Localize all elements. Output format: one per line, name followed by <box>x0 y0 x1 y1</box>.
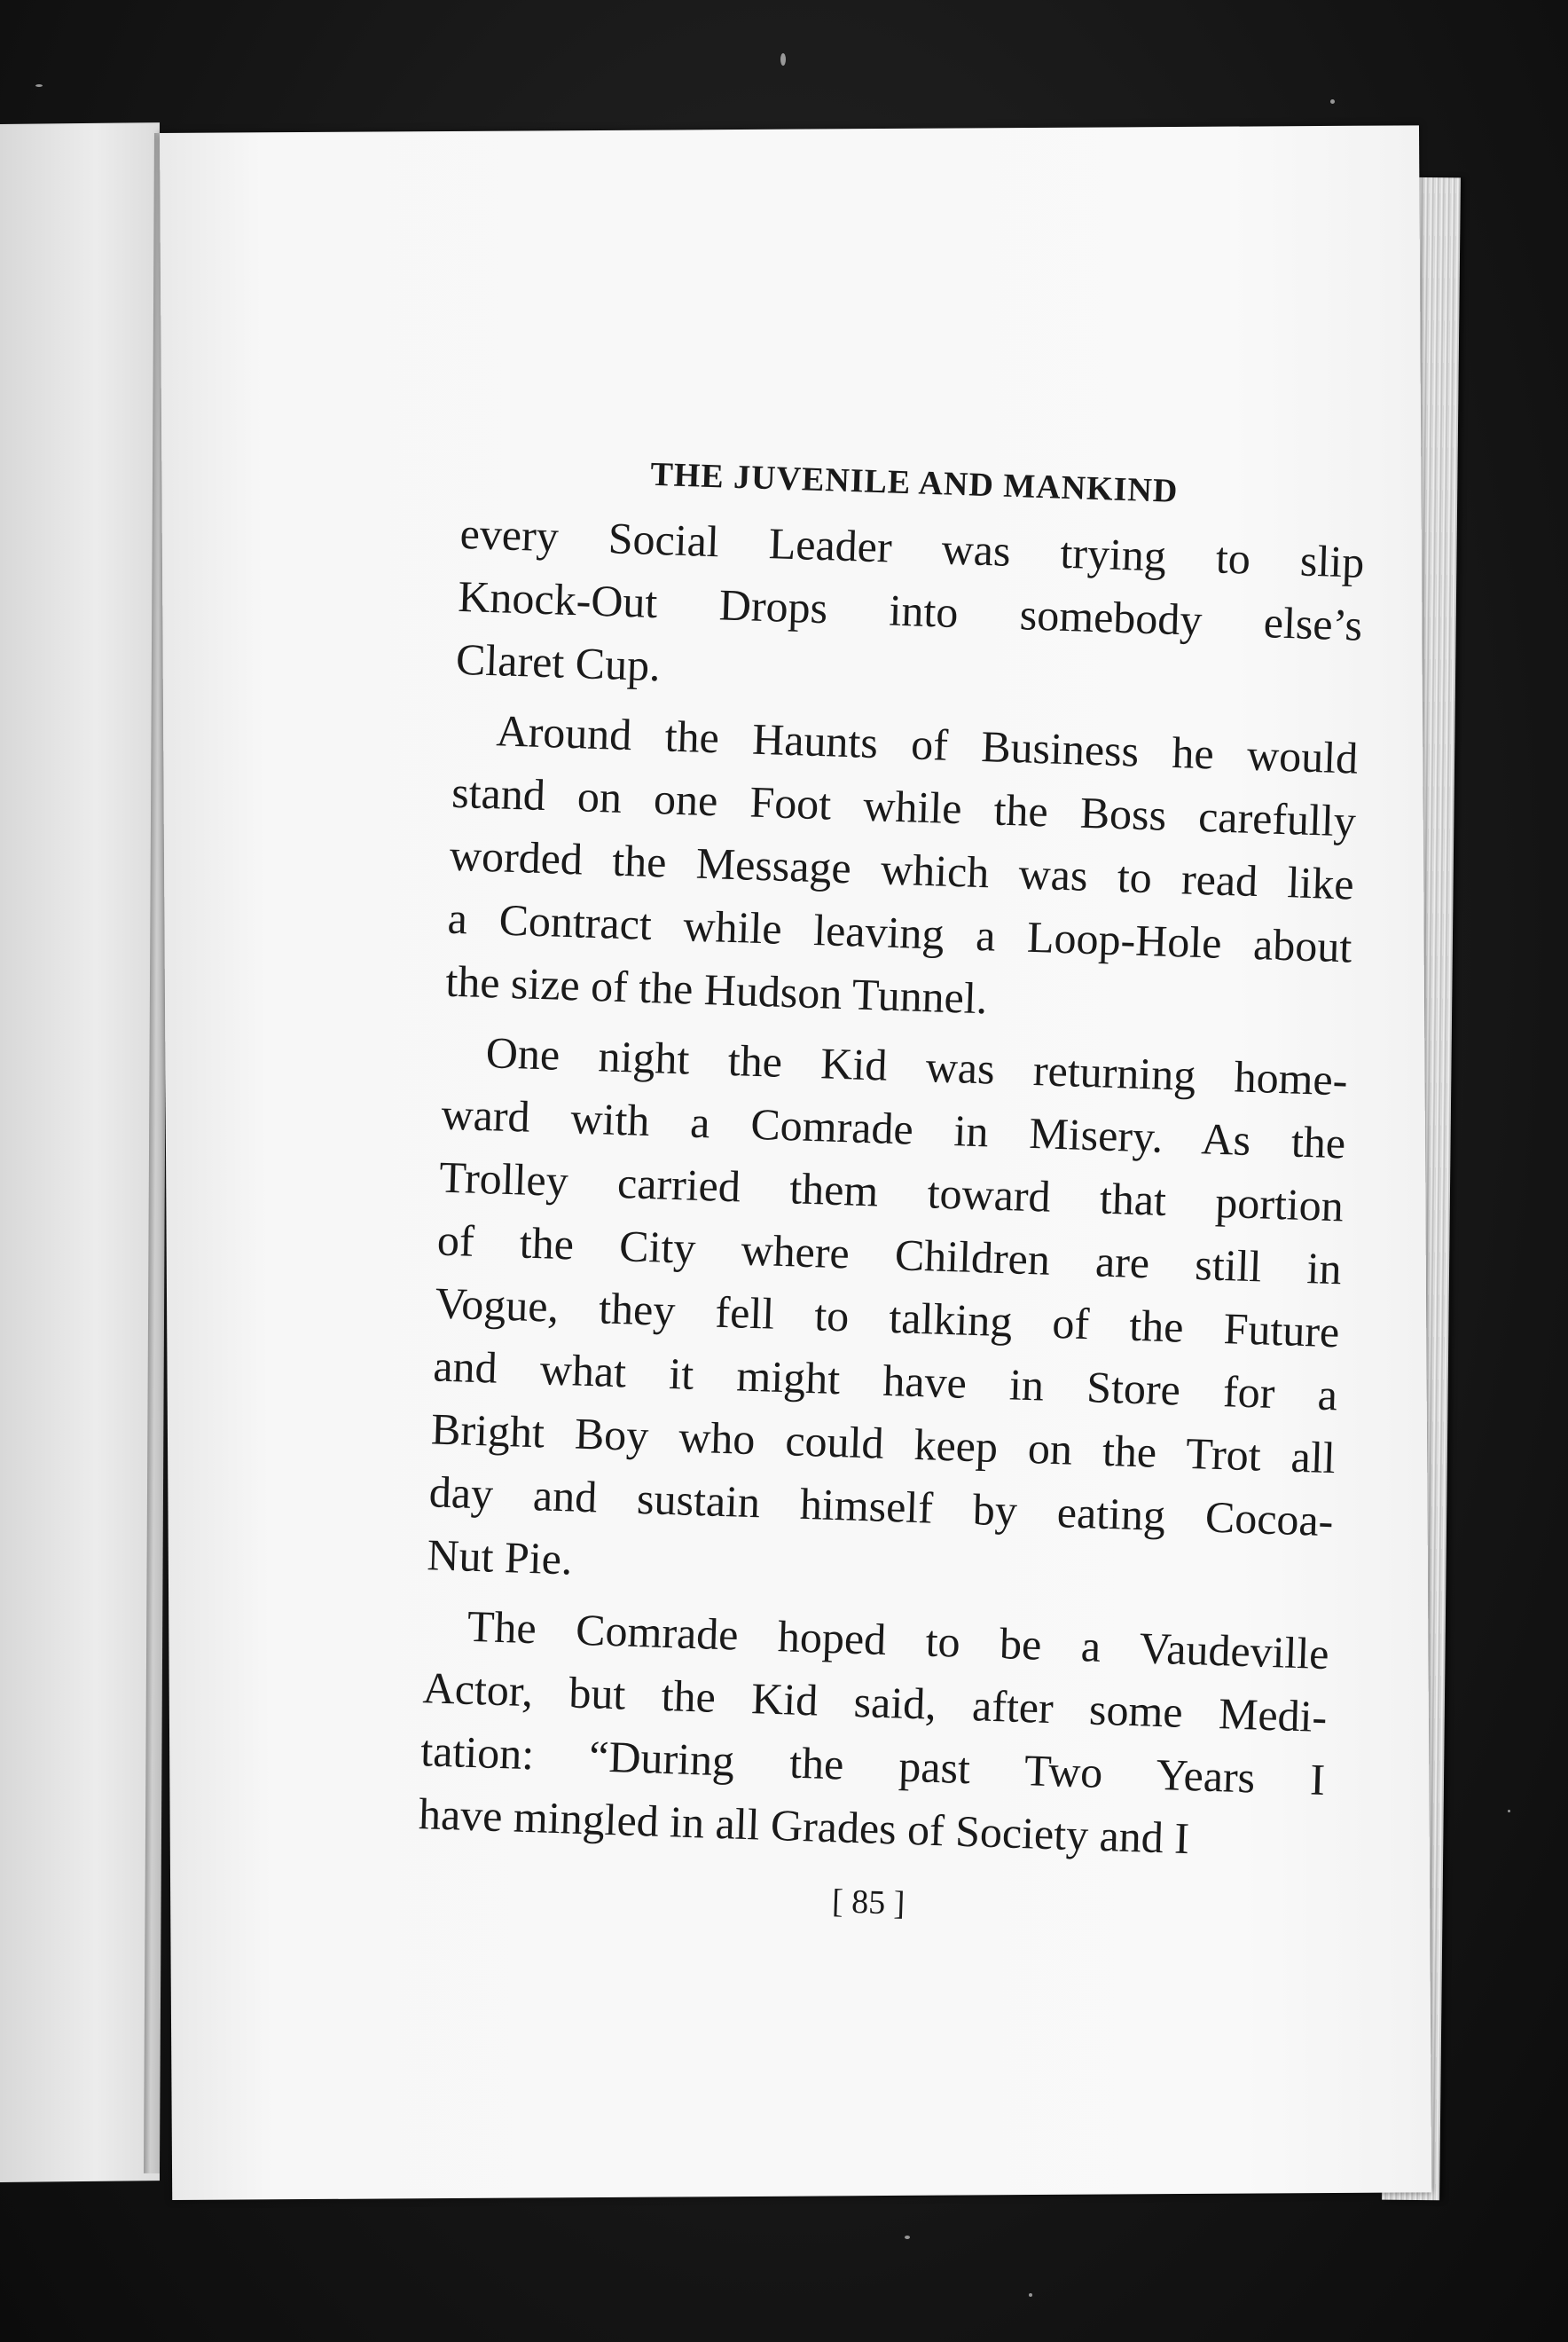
text-line: ward with a Comrade in Misery. As the <box>440 1088 1347 1168</box>
film-speck <box>1330 99 1335 104</box>
paragraph <box>426 1020 1348 1616</box>
paragraph <box>444 698 1359 1042</box>
text-line: tation: “During the past Two Years I <box>419 1725 1326 1805</box>
film-speck <box>780 53 786 66</box>
facing-page <box>0 122 160 2182</box>
film-speck <box>905 2236 910 2239</box>
paragraph <box>455 502 1365 720</box>
text-line: The Comrade hoped to be a Vaudeville <box>466 1600 1330 1679</box>
text-line: every Social Leader was trying to slip <box>459 507 1366 587</box>
film-speck <box>1029 2293 1032 2297</box>
text-line: Bright Boy who could keep on the Trot all <box>430 1403 1337 1483</box>
text-line: Actor, but the Kid said, after some Medi- <box>421 1662 1329 1742</box>
body-text <box>418 502 1365 1874</box>
film-speck <box>35 84 43 87</box>
text-block <box>416 442 1368 1944</box>
text-line: Nut Pie. <box>426 1529 574 1584</box>
book-page <box>160 125 1431 2200</box>
text-line: Knock-Out Drops into somebody else’s <box>457 570 1363 650</box>
text-line: Trolley carried them toward that portion <box>438 1151 1345 1231</box>
text-line: One night the Kid was returning home- <box>485 1027 1349 1105</box>
film-speck <box>1508 1810 1510 1812</box>
running-head: THE JUVENILE AND MANKIND <box>649 455 1179 510</box>
text-line: day and sustain himself by eating Cocoa- <box>428 1466 1335 1546</box>
page-number: [ 85 ] <box>831 1882 906 1922</box>
text-line: the size of the Hudson Tunnel. <box>444 955 989 1024</box>
text-line: Around the Haunts of Business he would <box>495 705 1360 783</box>
text-line: stand on one Foot while the Boss carefully <box>451 766 1357 846</box>
text-line: of the City where Children are still in <box>436 1214 1343 1294</box>
text-line: worded the Message which was to read like <box>449 829 1355 909</box>
text-line: a Contract while leaving a Loop-Hole about <box>446 892 1353 972</box>
paragraph <box>418 1593 1330 1874</box>
text-line: and what it might have in Store for a <box>432 1340 1338 1420</box>
text-line: Vogue, they fell to talking of the Future <box>434 1277 1341 1357</box>
text-line: have mingled in all Grades of Society and I <box>418 1788 1190 1864</box>
text-line: Claret Cup. <box>455 633 662 691</box>
